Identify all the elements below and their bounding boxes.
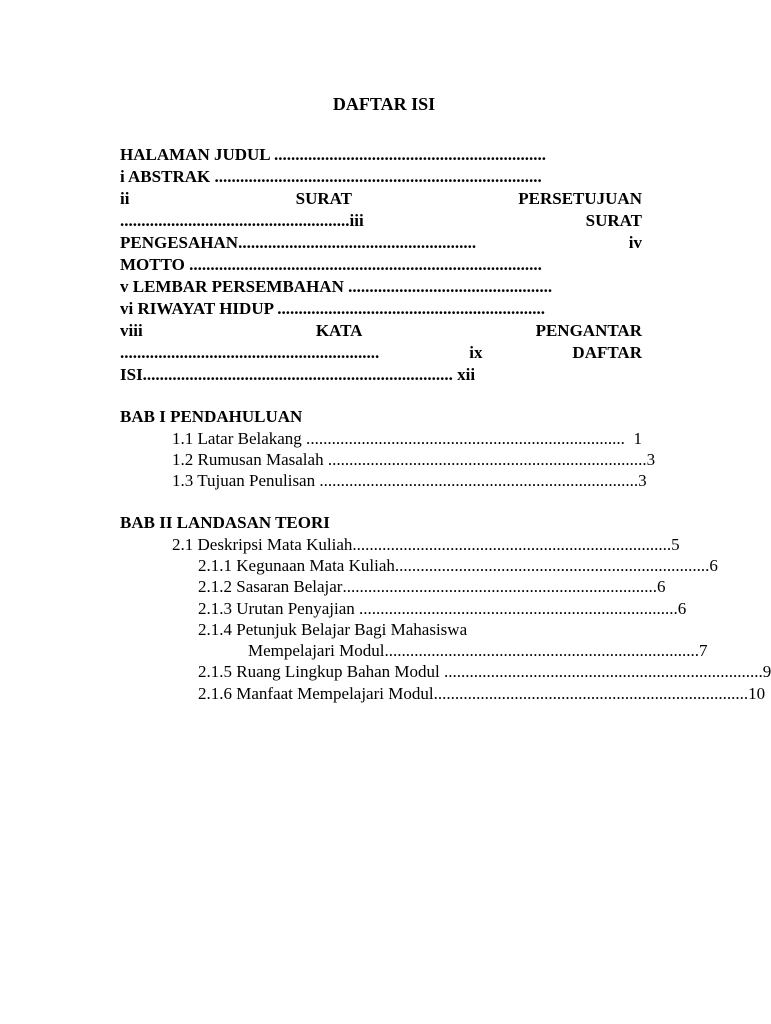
toc-label: Mempelajari Modul bbox=[248, 641, 385, 660]
toc-entry-2-1-2[interactable] bbox=[198, 576, 666, 598]
front-line-text: ......................................................iii bbox=[120, 211, 364, 230]
toc-label: 2.1.1 Kegunaan Mata Kuliah bbox=[198, 556, 395, 575]
front-line-text: v LEMBAR PERSEMBAHAN ................................................ bbox=[120, 277, 553, 296]
toc-page: 9 bbox=[762, 662, 771, 681]
toc-entry-2-1-4[interactable] bbox=[198, 619, 642, 641]
toc-entry-2-1-4-cont[interactable] bbox=[248, 640, 708, 662]
front-line-text: ii bbox=[120, 189, 130, 208]
toc-label: 2.1.4 Petunjuk Belajar Bagi Mahasiswa bbox=[198, 620, 468, 639]
toc-label: 1.3 Tujuan Penulisan . bbox=[172, 471, 324, 490]
toc-dots: .......................................................................... bbox=[310, 429, 625, 448]
toc-page: 6 bbox=[709, 556, 718, 575]
front-line-text: HALAMAN JUDUL ................................................................ bbox=[120, 145, 546, 164]
front-line-text: KATA bbox=[315, 321, 363, 340]
toc-label: 2.1.5 Ruang Lingkup Bahan Modul . bbox=[198, 662, 449, 681]
front-line-6 bbox=[120, 254, 642, 276]
toc-dots: .......................................................................... bbox=[433, 684, 749, 703]
toc-entry-2-1-5[interactable] bbox=[198, 661, 771, 683]
front-line-text: SURAT bbox=[295, 189, 353, 208]
front-line-text: ............................................................. bbox=[120, 343, 380, 362]
toc-page: 3 bbox=[638, 471, 647, 490]
toc-entry-2-1-1[interactable] bbox=[198, 555, 718, 577]
toc-entry-1-2[interactable] bbox=[172, 449, 656, 471]
toc-label: 2.1 Deskripsi Mata Kuliah. bbox=[172, 535, 357, 554]
front-line-text: PENGESAHAN........................................................ bbox=[120, 233, 477, 252]
front-line-2 bbox=[120, 166, 642, 188]
front-line-text: ISI......................................................................... xii bbox=[120, 365, 476, 384]
front-line-text: DAFTAR bbox=[572, 343, 642, 362]
front-line-11 bbox=[120, 364, 560, 386]
toc-dots: .......................................................................... bbox=[384, 641, 699, 660]
toc-page: 5 bbox=[671, 535, 680, 554]
bab1-heading: BAB I PENDAHULUAN bbox=[120, 407, 303, 426]
front-line-text: i ABSTRAK ............................................................................. bbox=[120, 167, 542, 186]
front-line-text: vi RIWAYAT HIDUP ............................................................... bbox=[120, 299, 546, 318]
toc-dots: .......................................................................... bbox=[448, 662, 763, 681]
front-line-5 bbox=[120, 232, 642, 254]
toc-entry-2-1-3[interactable] bbox=[198, 598, 687, 620]
toc-entry-1-3[interactable] bbox=[172, 470, 647, 492]
page-title: DAFTAR ISI bbox=[332, 94, 436, 114]
bab2-heading: BAB II LANDASAN TEORI bbox=[120, 513, 330, 532]
front-line-10 bbox=[120, 342, 642, 364]
front-line-text: PENGANTAR bbox=[535, 321, 642, 340]
front-line-8 bbox=[120, 298, 642, 320]
front-line-text: viii bbox=[120, 321, 143, 340]
toc-dots: .......................................................................... bbox=[394, 556, 710, 575]
toc-dots: .......................................................................... bbox=[363, 599, 678, 618]
toc-dots: .......................................................................... bbox=[356, 535, 672, 554]
toc-page: 10 bbox=[748, 684, 766, 703]
front-line-text: PERSETUJUAN bbox=[518, 189, 642, 208]
toc-entry-1-1[interactable] bbox=[172, 428, 642, 450]
front-line-4 bbox=[120, 210, 642, 232]
toc-dots: .......................................................................... bbox=[332, 450, 647, 469]
toc-label: 1.2 Rumusan Masalah . bbox=[172, 450, 333, 469]
front-line-9 bbox=[120, 320, 642, 342]
toc-entry-2-1[interactable] bbox=[172, 534, 680, 556]
toc-page: 6 bbox=[656, 577, 666, 596]
front-line-text: MOTTO ................................................................................... bbox=[120, 255, 542, 274]
toc-label: 2.1.3 Urutan Penyajian . bbox=[198, 599, 364, 618]
front-line-text: SURAT bbox=[585, 211, 642, 230]
toc-page: 6 bbox=[677, 599, 687, 618]
front-line-1 bbox=[120, 144, 642, 166]
toc-entry-2-1-6[interactable] bbox=[198, 683, 766, 705]
toc-dots: .......................................................................... bbox=[323, 471, 639, 490]
toc-dots: .......................................................................... bbox=[342, 577, 657, 596]
toc-page: 3 bbox=[646, 450, 656, 469]
toc-label: 2.1.6 Manfaat Mempelajari Modul bbox=[198, 684, 434, 703]
toc-page: 7 bbox=[698, 641, 708, 660]
front-line-text: iv bbox=[628, 233, 642, 252]
toc-label: 2.1.2 Sasaran Belajar bbox=[198, 577, 343, 596]
front-line-text: ix bbox=[469, 343, 483, 362]
toc-label: 1.1 Latar Belakang . bbox=[172, 429, 311, 448]
front-line-7 bbox=[120, 276, 642, 298]
front-line-3 bbox=[120, 188, 642, 210]
toc-page: 1 bbox=[633, 429, 642, 448]
